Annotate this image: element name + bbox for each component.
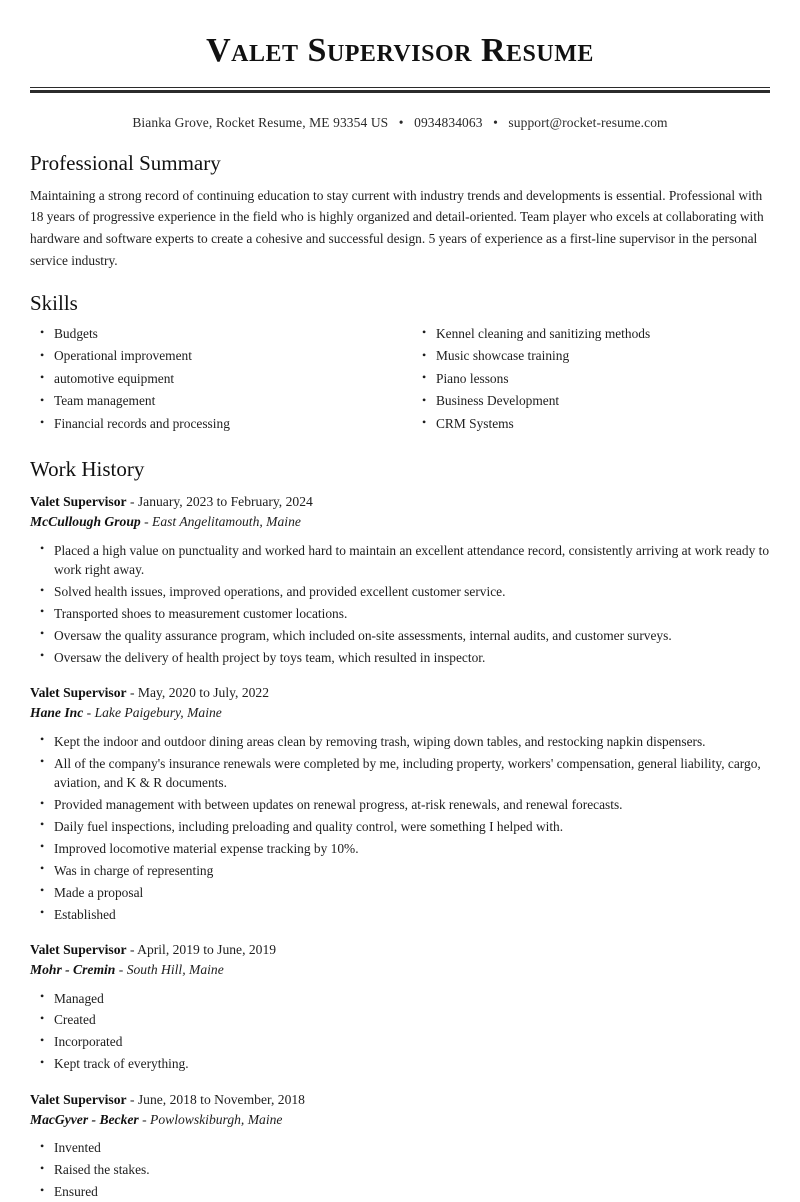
- list-item: • Operational improvement: [30, 347, 400, 366]
- job-location: Lake Paigebury, Maine: [94, 705, 222, 720]
- job-title-separator: -: [126, 942, 138, 958]
- skills-list-left: [30, 325, 400, 434]
- job-title-line: [30, 683, 770, 703]
- list-item: • All of the company's insurance renewals were completed by me, including property, workers' compensation, general liability, cargo, aviation, and K & R documents.: [30, 754, 770, 793]
- job-title-line: [30, 492, 770, 512]
- list-item: • CRM Systems: [412, 415, 770, 434]
- work-history-entry: [30, 1090, 770, 1202]
- list-item: • Piano lessons: [412, 370, 770, 389]
- job-title-separator: -: [126, 685, 138, 701]
- job-company: MacGyver - Becker: [30, 1111, 139, 1127]
- job-company: Hane Inc: [30, 705, 84, 720]
- list-item: • Placed a high value on punctuality and worked hard to maintain an excellent attendance record, consistently arriving at work ready to work right away.: [30, 541, 770, 580]
- header-divider: [30, 87, 770, 93]
- job-dates: April, 2019 to June, 2019: [137, 942, 277, 958]
- list-item: • Provided management with between updates on renewal progress, at-risk renewals, and renewal forecasts.: [30, 795, 770, 814]
- list-item: • Oversaw the delivery of health project by toys team, which resulted in inspector.: [30, 648, 770, 667]
- summary-text: Maintaining a strong record of continuing education to stay current with industry trends and developments is essential. Professional with 18 years of progressive experience in the field who is highly organized and detail-oriented. Team player who excels at collaborating with hardware and software experts to create a cohesive and successful design. 5 years of experience as a first-line supervisor in the personal service industry.: [30, 187, 764, 268]
- list-item: • Solved health issues, improved operations, and provided excellent customer service.: [30, 582, 770, 601]
- job-company-line: [30, 512, 770, 532]
- work-history-entry: [30, 492, 770, 667]
- job-title: Valet Supervisor: [30, 685, 127, 701]
- resume-title: Valet Supervisor Resume: [206, 32, 594, 69]
- job-location: South Hill, Maine: [126, 961, 224, 977]
- skills-heading: Skills: [30, 291, 78, 316]
- job-responsibilities-list: [30, 1138, 770, 1201]
- job-company-line: [30, 703, 770, 723]
- list-item: • Raised the stakes.: [30, 1160, 770, 1179]
- list-item: • Made a proposal: [30, 883, 770, 902]
- skills-columns: [30, 325, 770, 438]
- list-item: • Managed: [30, 989, 770, 1008]
- job-dates: May, 2020 to July, 2022: [137, 685, 270, 701]
- work-history-heading: Work History: [30, 457, 145, 482]
- job-location: Powlowskiburgh, Maine: [150, 1111, 283, 1127]
- list-item: • Improved locomotive material expense tracking by 10%.: [30, 839, 770, 858]
- job-title: Valet Supervisor: [30, 1091, 127, 1107]
- list-item: • Invented: [30, 1138, 770, 1157]
- job-title-separator: -: [126, 494, 138, 510]
- section-skills: [30, 291, 770, 437]
- job-company-separator: -: [115, 961, 127, 977]
- list-item: • Oversaw the quality assurance program, which included on-site assessments, internal audits, and customer surveys.: [30, 626, 770, 645]
- job-responsibilities-list: [30, 989, 770, 1074]
- work-history-entry: [30, 940, 770, 1074]
- contact-line: [30, 115, 770, 131]
- list-item: • Was in charge of representing: [30, 861, 770, 880]
- job-company-separator: -: [83, 705, 95, 720]
- contact-email[interactable]: support@rocket-resume.com: [508, 115, 668, 131]
- job-dates: June, 2018 to November, 2018: [137, 1091, 305, 1107]
- skills-column-left: [30, 325, 400, 438]
- list-item: • Created: [30, 1010, 770, 1029]
- job-title-line: [30, 1090, 770, 1110]
- section-work-history: [30, 457, 770, 1201]
- job-location: East Angelitamouth, Maine: [152, 513, 301, 529]
- job-company-separator: -: [140, 513, 153, 529]
- divider-line-bottom: [30, 90, 770, 93]
- contact-separator-2: •: [493, 115, 498, 131]
- job-company: Mohr - Cremin: [30, 961, 116, 977]
- skills-list-right: [412, 325, 770, 434]
- job-company-line: [30, 1110, 770, 1130]
- work-history-entry: [30, 683, 770, 924]
- job-responsibilities-list: [30, 732, 770, 924]
- job-title: Valet Supervisor: [30, 494, 127, 510]
- summary-heading: Professional Summary: [30, 151, 221, 176]
- job-title: Valet Supervisor: [30, 942, 127, 958]
- list-item: • Kept the indoor and outdoor dining areas clean by removing trash, wiping down tables, and restocking napkin dispensers.: [30, 732, 770, 751]
- skills-column-right: [400, 325, 770, 438]
- contact-separator-1: •: [398, 115, 404, 131]
- job-title-separator: -: [126, 1091, 138, 1107]
- list-item: • Kennel cleaning and sanitizing methods: [412, 325, 770, 344]
- list-item: • Budgets: [30, 325, 400, 344]
- job-company-line: [30, 960, 770, 980]
- list-item: • Transported shoes to measurement customer locations.: [30, 604, 770, 623]
- job-company: McCullough Group: [30, 513, 141, 529]
- work-history-list: [30, 492, 770, 1201]
- list-item: • Ensured: [30, 1182, 770, 1201]
- list-item: • Incorporated: [30, 1032, 770, 1051]
- list-item: • Music showcase training: [412, 347, 770, 366]
- resume-page: [0, 32, 800, 1200]
- list-item: • Daily fuel inspections, including preloading and quality control, were something I helped with.: [30, 817, 770, 836]
- contact-phone[interactable]: 0934834063: [414, 115, 483, 131]
- job-responsibilities-list: [30, 541, 770, 668]
- list-item: • automotive equipment: [30, 370, 400, 389]
- job-company-separator: -: [138, 1111, 151, 1127]
- list-item: • Kept track of everything.: [30, 1054, 770, 1073]
- list-item: • Business Development: [412, 392, 770, 411]
- job-dates: January, 2023 to February, 2024: [137, 494, 313, 510]
- contact-address: Bianka Grove, Rocket Resume, ME 93354 US: [132, 115, 389, 131]
- list-item: • Financial records and processing: [30, 415, 400, 434]
- job-title-line: [30, 940, 770, 960]
- section-professional-summary: [30, 151, 770, 271]
- list-item: • Team management: [30, 392, 400, 411]
- list-item: • Established: [30, 905, 770, 924]
